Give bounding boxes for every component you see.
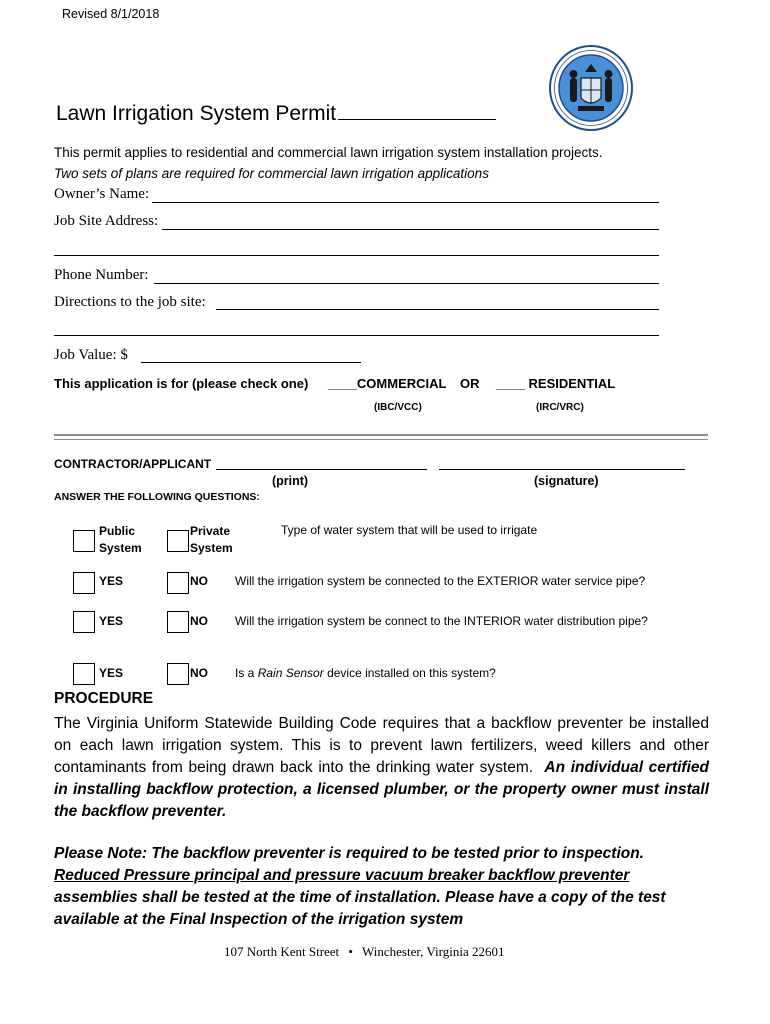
residential-option[interactable]: ____ RESIDENTIAL [496, 376, 616, 391]
owner-name-label: Owner’s Name: [54, 186, 150, 202]
rain-sensor-no-label: NO [190, 666, 208, 680]
public-system-label: Public System [99, 524, 142, 555]
job-site-address-field[interactable] [162, 229, 659, 230]
contractor-print-field[interactable] [216, 469, 427, 470]
intro-line-1: This permit applies to residential and commercial lawn irrigation system installation projects. [54, 145, 603, 160]
footer-address: 107 North Kent Street • Winchester, Virginia 22601 [224, 944, 505, 959]
exterior-yes-label: YES [99, 574, 124, 588]
directions-field-2[interactable] [54, 335, 659, 336]
page-title: Lawn Irrigation System Permit [56, 102, 496, 126]
question-rain-sensor: Is a Rain Sensor device installed on this system? [235, 666, 496, 680]
job-value-label: Job Value: $ [54, 347, 128, 363]
directions-label: Directions to the job site: [54, 294, 206, 310]
signature-caption: (signature) [534, 474, 599, 488]
contractor-label: CONTRACTOR/APPLICANT [54, 457, 212, 471]
residential-code: (IRC/VRC) [536, 402, 584, 413]
rain-sensor-yes-checkbox[interactable] [73, 663, 95, 685]
seal-text [548, 44, 634, 132]
interior-no-checkbox[interactable] [167, 611, 189, 633]
question-exterior: Will the irrigation system be connected to the EXTERIOR water service pipe? [235, 574, 646, 588]
commercial-code: (IBC/VCC) [374, 402, 422, 413]
interior-yes-checkbox[interactable] [73, 611, 95, 633]
application-type-label: This application is for (please check one) [54, 376, 309, 391]
phone-number-field[interactable] [154, 283, 659, 284]
question-water-system: Type of water system that will be used to irrigate [281, 523, 538, 537]
owner-name-field[interactable] [152, 202, 659, 203]
private-system-checkbox[interactable] [167, 530, 189, 552]
revised-date: Revised 8/1/2018 [62, 7, 160, 21]
job-site-address-field-2[interactable] [54, 255, 659, 256]
contractor-signature-field[interactable] [439, 469, 685, 470]
private-system-label: Private System [190, 524, 233, 555]
interior-no-label: NO [190, 614, 208, 628]
answer-heading: ANSWER THE FOLLOWING QUESTIONS: [54, 491, 260, 503]
or-text: OR [460, 376, 480, 391]
exterior-no-checkbox[interactable] [167, 572, 189, 594]
procedure-heading: PROCEDURE [54, 690, 154, 707]
print-caption: (print) [272, 474, 309, 488]
directions-field[interactable] [216, 309, 659, 310]
intro-line-2: Two sets of plans are required for commercial lawn irrigation applications [54, 166, 489, 181]
phone-number-label: Phone Number: [54, 267, 149, 283]
rain-sensor-no-checkbox[interactable] [167, 663, 189, 685]
exterior-no-label: NO [190, 574, 208, 588]
public-system-checkbox[interactable] [73, 530, 95, 552]
commercial-option[interactable]: ____COMMERCIAL [328, 376, 447, 391]
interior-yes-label: YES [99, 614, 124, 628]
question-interior: Will the irrigation system be connect to the INTERIOR water distribution pipe? [235, 614, 648, 628]
procedure-body: The Virginia Uniform Statewide Building Code requires that a backflow preventer be installed on each lawn irrigation system. This is to prevent lawn fertilizers, weed killers and other contaminants from being drawn back into the drinking water system. An individual certified in installing backflow protection, a licensed plumber, or the property owner must install the backflow preventer. [54, 715, 709, 820]
rain-sensor-yes-label: YES [99, 666, 124, 680]
inspection-note: Please Note: The backflow preventer is required to be tested prior to inspection. Reduced Pressure principal and pressure vacuum breaker backflow preventer assemblies shall be tested at the time of installation. Please have a copy of the test available at the Final Inspection of the irrigation system [54, 845, 666, 928]
job-site-address-label: Job Site Address: [54, 213, 159, 229]
exterior-yes-checkbox[interactable] [73, 572, 95, 594]
section-divider [54, 434, 708, 440]
job-value-field[interactable] [141, 362, 361, 363]
